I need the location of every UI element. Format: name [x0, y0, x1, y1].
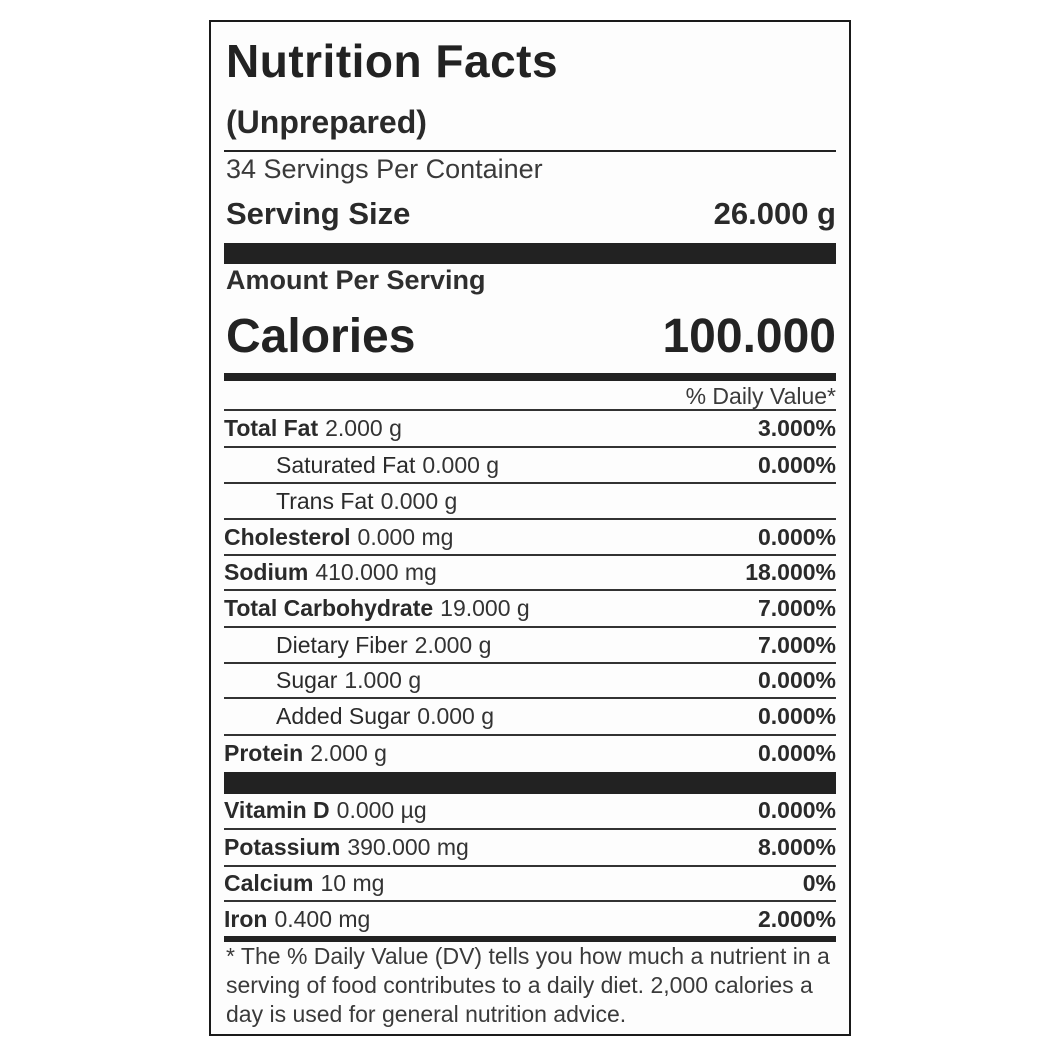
nutrient-dv: 0.000% [757, 667, 836, 693]
nutrient-name: Saturated Fat [276, 451, 416, 478]
nutrient-amount: 19.000 g [440, 595, 530, 621]
nutrient-name: Iron [224, 905, 268, 932]
nutrient-row-sodium [224, 554, 836, 589]
servings-per-container: 34 Servings Per Container [226, 154, 543, 184]
calories-label: Calories [226, 310, 416, 363]
nutrient-amount: 0.000 g [417, 703, 495, 729]
serving-size-value: 26.000 g [713, 196, 836, 231]
nutrient-dv: 18.000% [745, 559, 836, 585]
nutrient-row-total-carbohydrate [224, 589, 836, 626]
nutrient-dv: 8.000% [757, 834, 836, 860]
nutrient-dv: 0.000% [757, 451, 836, 478]
vitamin-row-potassium [224, 828, 836, 865]
nutrient-amount: 410.000 mg [315, 559, 437, 585]
nutrient-amount: 10 mg [320, 870, 385, 896]
nutrient-dv: 0.000% [757, 740, 836, 766]
nutrient-name: Trans Fat [276, 487, 374, 514]
nutrient-name: Dietary Fiber [276, 631, 408, 658]
amount-per-serving: Amount Per Serving [226, 265, 486, 295]
nutrient-name: Total Carbohydrate [224, 595, 434, 621]
nutrient-name: Cholesterol [224, 523, 351, 550]
nutrient-row-total-fat [224, 409, 836, 446]
serving-size-row [226, 194, 836, 234]
serving-size-label: Serving Size [226, 196, 411, 231]
nutrient-name: Calcium [224, 870, 314, 896]
nutrient-dv: 3.000% [757, 415, 836, 441]
nutrition-facts-label [209, 20, 851, 1036]
nutrient-row-trans-fat [224, 482, 836, 518]
nutrient-dv: 0.000% [757, 703, 836, 729]
nutrient-amount: 2.000 g [325, 415, 402, 441]
nutrient-name: Sugar [276, 667, 338, 693]
nutrient-name: Protein [224, 740, 304, 766]
nutrient-row-protein [224, 734, 836, 771]
footnote: * The % Daily Value (DV) tells you how much a nutrient in a serving of food contributes to a daily diet. 2,000 calories a day is used for general nutrition advice. [226, 943, 830, 1027]
nutrient-amount: 2.000 g [310, 740, 387, 766]
nutrient-dv: 0% [802, 870, 836, 896]
nutrient-amount: 390.000 mg [347, 834, 469, 860]
nutrient-dv: 0.000% [757, 796, 836, 823]
nutrient-row-cholesterol [224, 518, 836, 554]
nutrient-amount: 0.000 µg [336, 796, 427, 823]
thick-divider [224, 243, 836, 264]
vitamin-row-calcium [224, 865, 836, 900]
thick-divider [224, 772, 836, 794]
nutrient-amount: 2.000 g [414, 631, 492, 658]
nutrient-dv: 7.000% [757, 595, 836, 621]
nutrient-name: Total Fat [224, 415, 319, 441]
label-subtitle: (Unprepared) [226, 104, 427, 140]
nutrient-row-sugar [224, 662, 836, 697]
nutrient-amount: 0.000 mg [357, 523, 454, 550]
nutrient-name: Added Sugar [276, 703, 411, 729]
daily-value-header: % Daily Value* [685, 383, 836, 409]
label-title: Nutrition Facts [226, 35, 559, 87]
nutrient-name: Sodium [224, 559, 309, 585]
nutrient-amount: 1.000 g [344, 667, 422, 693]
vitamin-row-vitamin-d [224, 792, 836, 828]
nutrient-amount: 0.400 mg [274, 905, 371, 932]
nutrient-dv: 7.000% [757, 631, 836, 658]
nutrient-name: Vitamin D [224, 796, 330, 823]
nutrient-dv: 0.000% [757, 523, 836, 550]
nutrient-row-dietary-fiber [224, 626, 836, 662]
calories-value: 100.000 [662, 310, 836, 363]
nutrient-row-saturated-fat [224, 446, 836, 482]
nutrient-amount: 0.000 g [380, 487, 458, 514]
nutrient-name: Potassium [224, 834, 341, 860]
nutrient-amount: 0.000 g [422, 451, 500, 478]
vitamin-row-iron [224, 900, 836, 936]
nutrient-dv: 2.000% [757, 905, 836, 932]
calories-row [226, 306, 836, 368]
nutrient-row-added-sugar [224, 697, 836, 734]
